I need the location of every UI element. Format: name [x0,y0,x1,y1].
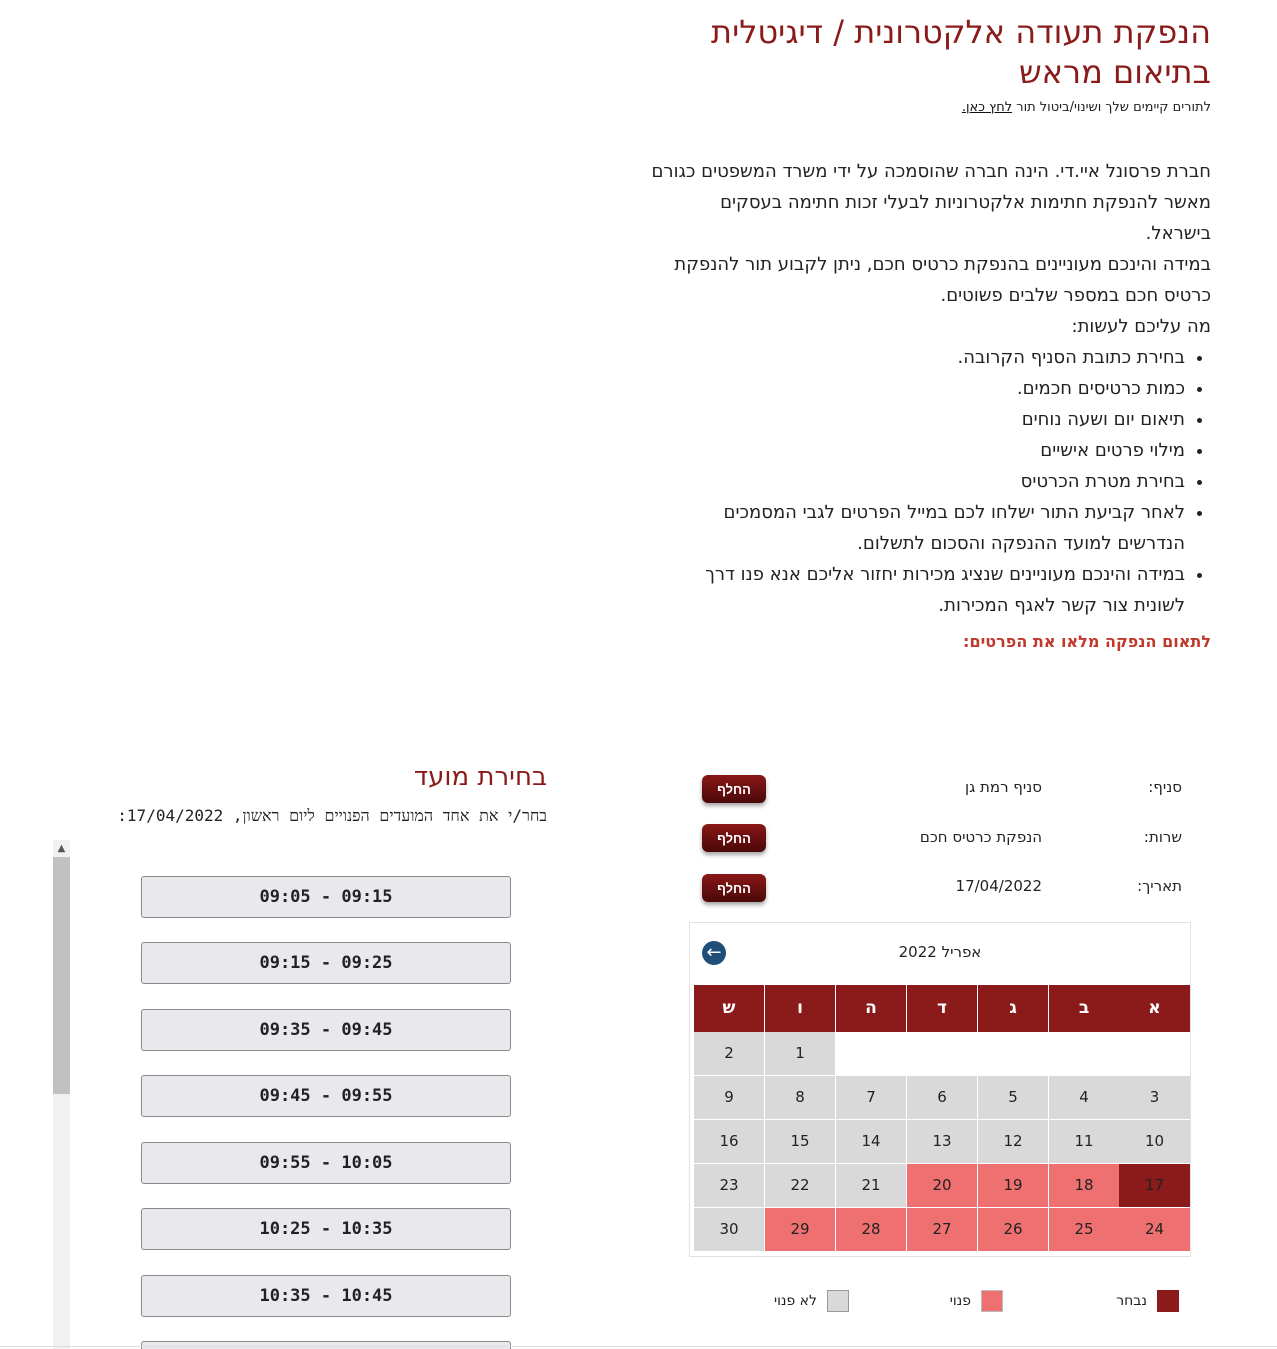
unavailable-swatch [827,1290,849,1312]
calendar-day-cell: 22 [765,1164,835,1207]
day-name-cell: ב [1049,985,1119,1032]
calendar-week-row [690,1208,1190,1252]
list-item: • במידה והינכם מעוניינים שנציג מכירות יחזור אליכם אנא פנו דרך לשונית צור קשר לאגף המכירות. [651,559,1185,621]
calendar-day-names [690,985,1190,1032]
fill-details-prompt: לתאום הנפקה מלאו את הפרטים: [963,632,1211,651]
page-title: הנפקת תעודה אלקטרונית / דיגיטלית בתיאום מראש [711,13,1211,91]
calendar-day-cell: 6 [907,1076,977,1119]
time-slot-button[interactable]: 09:45 - 09:55 [141,1075,511,1117]
list-item: • תיאום יום ושעה נוחים [651,404,1185,435]
calendar-day-cell[interactable]: 29 [765,1208,835,1251]
service-row [0,828,1277,858]
date-value: 17/04/2022 [955,877,1042,895]
selected-swatch [1157,1290,1179,1312]
branch-value: סניף רמת גן [964,778,1042,796]
time-slot-button[interactable]: 09:55 - 10:05 [141,1142,511,1184]
calendar-day-cell: 14 [836,1120,906,1163]
intro-text [651,156,1211,621]
calendar-day-cell: 3 [1119,1076,1190,1119]
list-item: • מילוי פרטים אישיים [651,435,1185,466]
slots-title: בחירת מועד [413,762,547,792]
calendar-day-cell: 11 [1049,1120,1119,1163]
time-slot-button[interactable]: 09:35 - 09:45 [141,1009,511,1051]
calendar-day-cell[interactable]: 17 [1119,1164,1190,1207]
list-item: • כמות כרטיסים חכמים. [651,373,1185,404]
calendar-day-cell: 21 [836,1164,906,1207]
calendar-day-cell: 30 [694,1208,764,1251]
calendar-day-cell[interactable]: 19 [978,1164,1048,1207]
calendar-empty-cell [1049,1032,1119,1075]
day-name-cell: ה [836,985,906,1032]
calendar-day-cell: 10 [1119,1120,1190,1163]
divider [0,1346,1277,1347]
day-name-cell: ג [978,985,1048,1032]
scroll-up-icon[interactable]: ▲ [57,843,66,854]
calendar-day-cell: 16 [694,1120,764,1163]
intro-paragraph: במידה והינכם מעוניינים בהנפקת כרטיס חכם, ניתן לקבוע תור להנפקת כרטיס חכם במספר שלבים פשוטים. [674,254,1211,306]
list-item: • בחירת מטרת הכרטיס [651,466,1185,497]
calendar-day-cell[interactable]: 28 [836,1208,906,1251]
calendar-day-cell: 13 [907,1120,977,1163]
list-item: • לאחר קביעת התור ישלחו לכם במייל הפרטים לגבי המסמכים הנדרשים למועד ההנפקה והסכום לתשלום. [651,497,1185,559]
change-branch-button[interactable]: החלף [702,775,766,803]
calendar-month: אפריל 2022 [898,943,982,961]
calendar-week-row [690,1076,1190,1120]
time-slot-button[interactable]: 10:25 - 10:35 [141,1208,511,1250]
time-slot-button[interactable] [141,1341,511,1349]
calendar-day-cell: 23 [694,1164,764,1207]
calendar-day-cell[interactable]: 18 [1049,1164,1119,1207]
calendar-day-cell[interactable]: 24 [1119,1208,1190,1251]
existing-appointments-text: לתורים קיימים שלך ושינוי/ביטול תור [1016,100,1211,115]
intro-steps-heading: מה עליכם לעשות: [1071,316,1211,337]
calendar-day-cell: 7 [836,1076,906,1119]
calendar-day-cell: 8 [765,1076,835,1119]
intro-paragraph: חברת פרסונל איי.די. הינה חברה שהוסמכה על ידי משרד המשפטים כגורם מאשר להנפקת חתימות אלקטרוניות לבעלי זכות חתימה בעסקים בישראל. [651,161,1211,244]
calendar-week-row [690,1120,1190,1164]
calendar-empty-cell [1119,1032,1190,1075]
calendar-day-cell[interactable]: 20 [907,1164,977,1207]
scrollbar-thumb[interactable] [53,857,70,1094]
calendar-day-cell: 5 [978,1076,1048,1119]
calendar-week-row [690,1164,1190,1208]
day-name-cell: ו [765,985,835,1032]
existing-appointments-link[interactable]: לחץ כאן. [961,100,1013,115]
calendar-day-cell: 12 [978,1120,1048,1163]
day-name-cell: ד [907,985,977,1032]
day-name-cell: ש [694,985,764,1032]
calendar-empty-cell [836,1032,906,1075]
calendar [689,922,1191,1257]
legend-unavailable-label: לא פנוי [773,1293,817,1309]
service-value: הנפקת כרטיס חכם [919,828,1042,846]
calendar-empty-cell [907,1032,977,1075]
legend-selected [1116,1290,1179,1312]
time-slot-button[interactable]: 09:15 - 09:25 [141,942,511,984]
available-swatch [981,1290,1003,1312]
calendar-grid [690,985,1190,1252]
slots-subtitle: בחר/י את אחד המועדים הפנויים ליום ראשון, 17/04/2022: [117,806,547,825]
legend-unavailable [774,1290,849,1312]
legend-available-label: פנוי [949,1293,971,1309]
calendar-empty-cell [978,1032,1048,1075]
day-name-cell: א [1119,985,1190,1032]
calendar-day-cell: 4 [1049,1076,1119,1119]
service-label: שרות: [1143,828,1182,846]
calendar-day-cell[interactable]: 27 [907,1208,977,1251]
slots-scrollbar[interactable] [53,840,70,1349]
existing-appointments-note [962,100,1211,115]
date-label: תאריך: [1137,877,1182,895]
calendar-day-cell[interactable]: 25 [1049,1208,1119,1251]
change-service-button[interactable]: החלף [702,824,766,852]
calendar-week-row [690,1032,1190,1076]
branch-row [0,778,1277,808]
change-date-button[interactable]: החלף [702,874,766,902]
time-slot-button[interactable]: 09:05 - 09:15 [141,876,511,918]
prev-month-icon[interactable]: ← [702,941,726,965]
calendar-day-cell: 1 [765,1032,835,1075]
calendar-header [690,923,1190,985]
legend-available [950,1290,1003,1312]
legend-selected-label: נבחר [1116,1293,1147,1309]
calendar-day-cell: 15 [765,1120,835,1163]
time-slot-button[interactable]: 10:35 - 10:45 [141,1275,511,1317]
list-item: • בחירת כתובת הסניף הקרובה. [651,342,1185,373]
calendar-day-cell[interactable]: 26 [978,1208,1048,1251]
calendar-day-cell: 9 [694,1076,764,1119]
steps-list [651,342,1211,621]
calendar-day-cell: 2 [694,1032,764,1075]
branch-label: סניף: [1148,778,1182,796]
